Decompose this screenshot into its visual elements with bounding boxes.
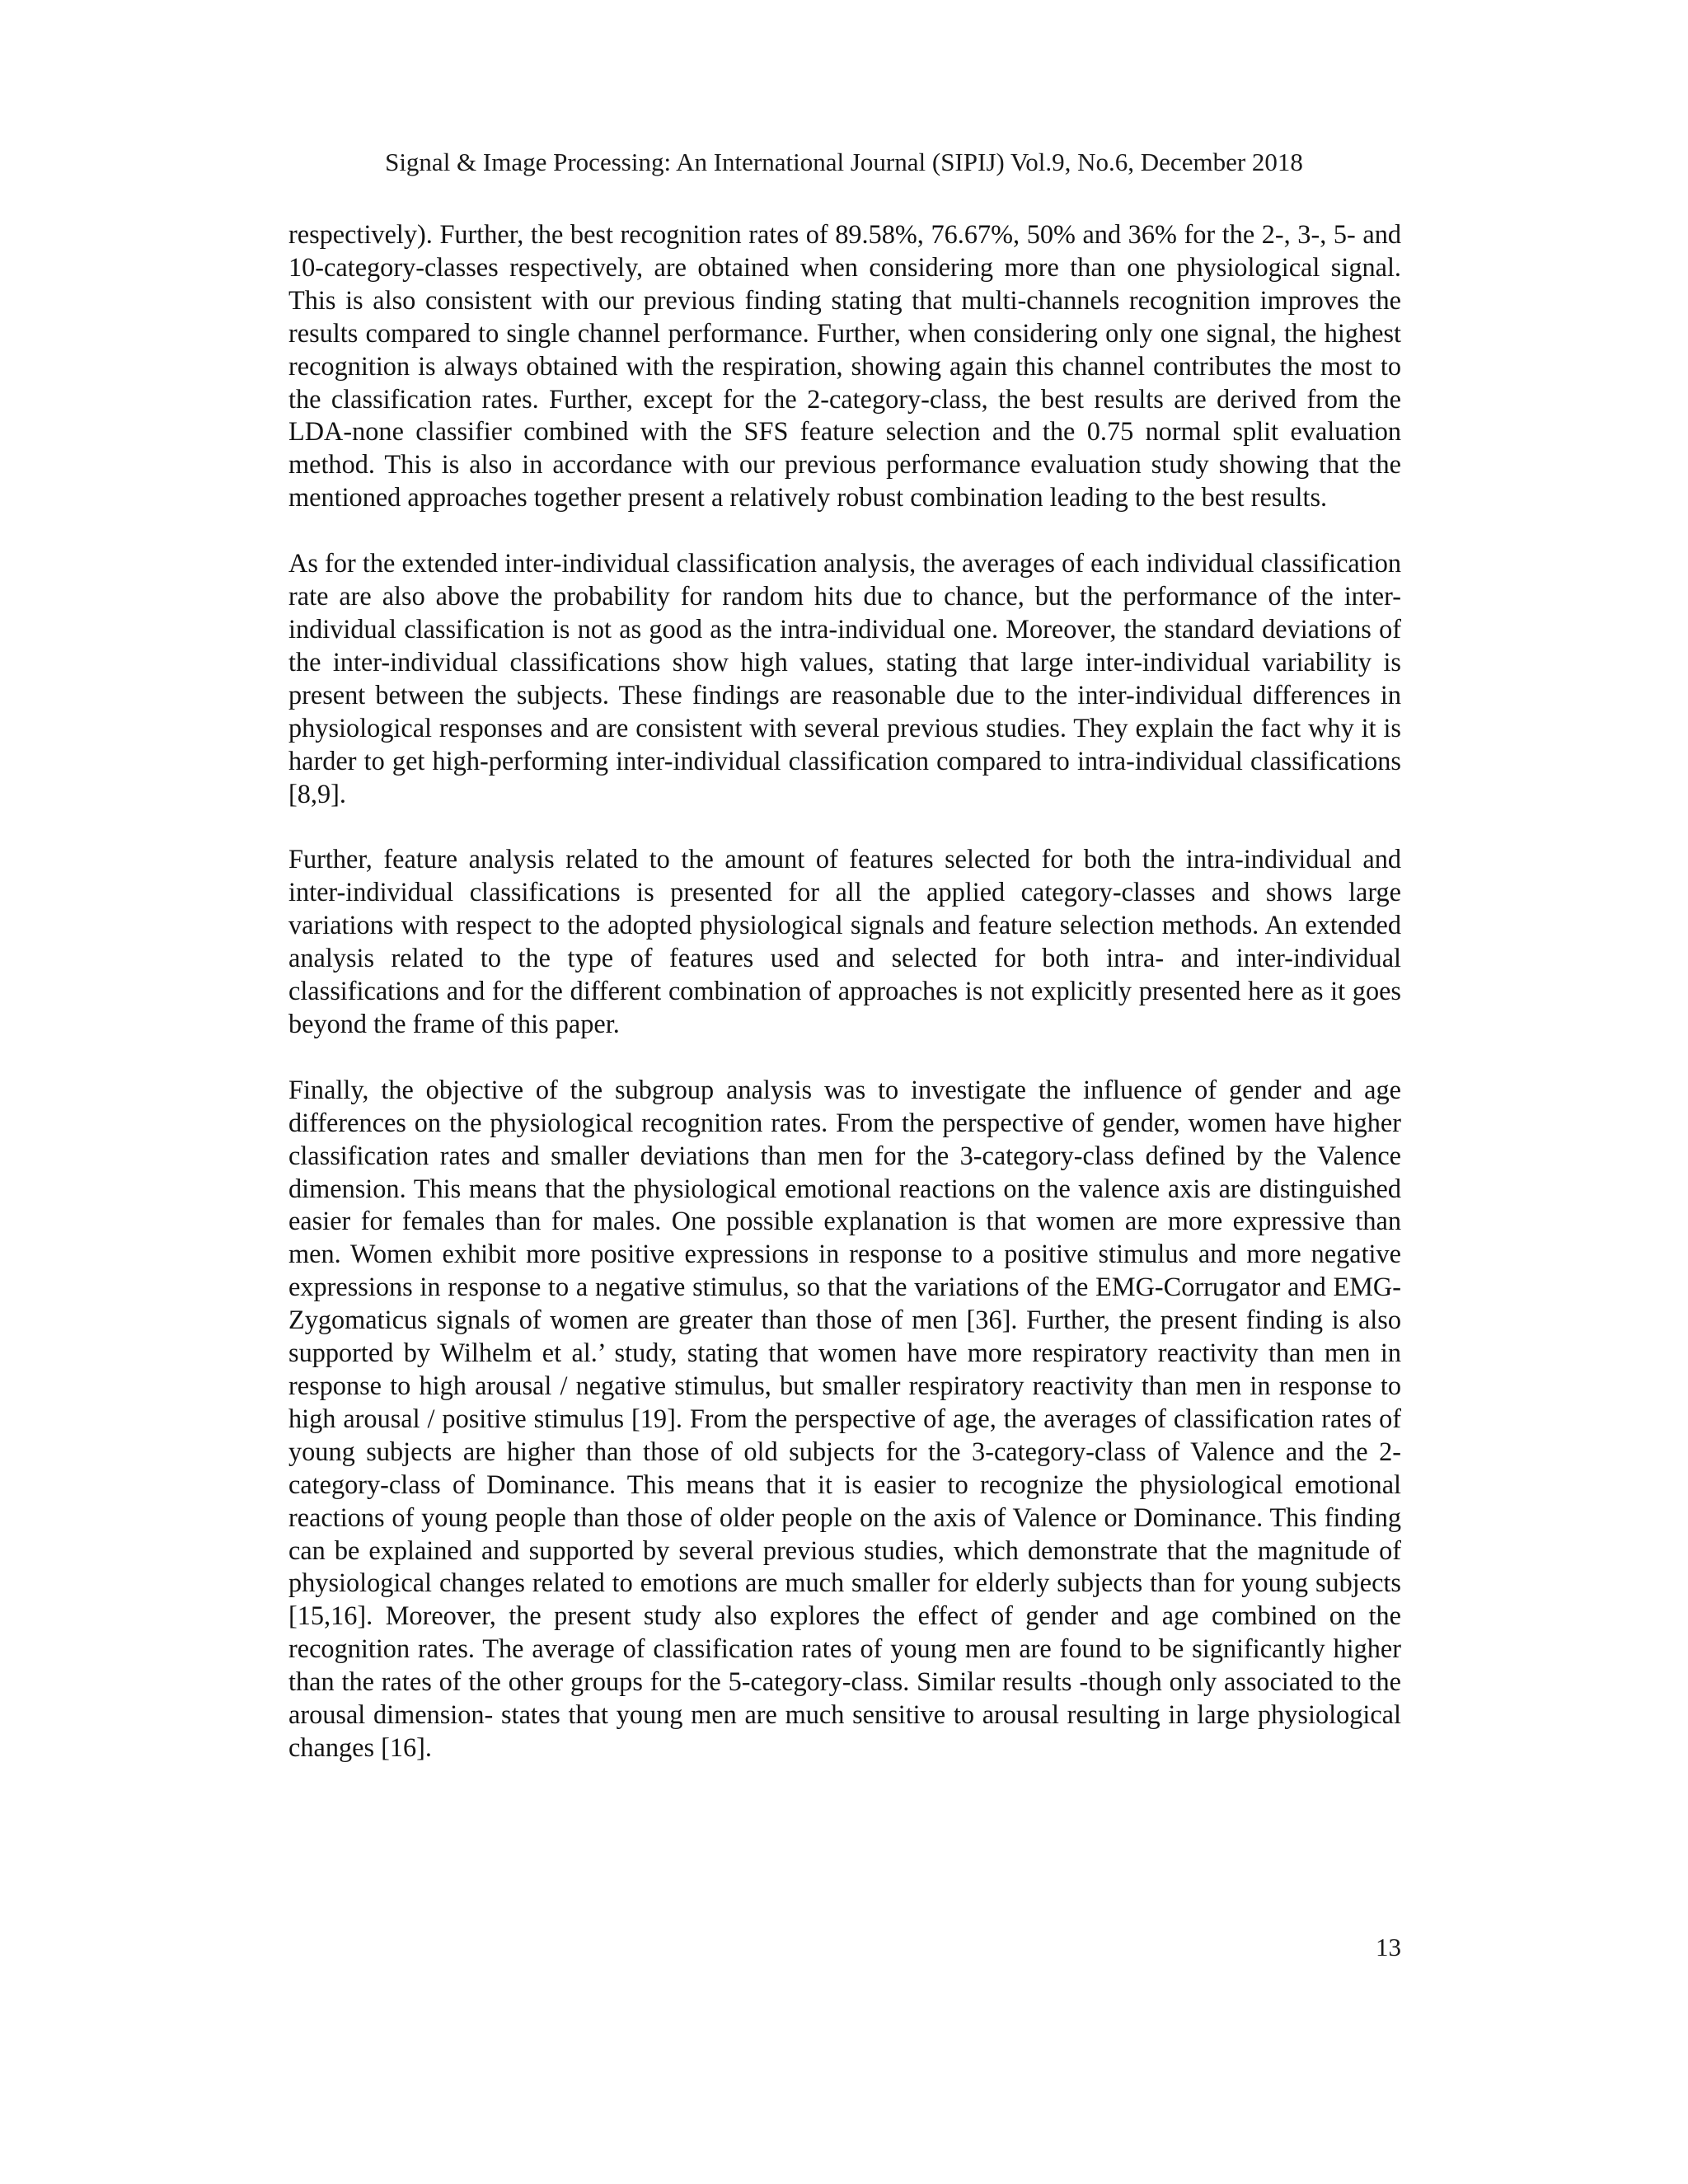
paragraph-inter-individual: As for the extended inter-individual classification analysis, the averages of each individual classification rate are also above the probability for random hits due to chance, but the performance of the inter-individual classification is not as good as the intra-individual one. Moreover, the standard deviations of the inter-individual classifications show high values, stating that large inter-individual variability is present between the subjects. These findings are reasonable due to the inter-individual differences in physiological responses and are consistent with several previous studies. They explain the fact why it is harder to get high-performing inter-individual classification compared to intra-individual classifications [8,9]. (288, 548, 1401, 808)
paragraph-results-summary: respectively). Further, the best recognition rates of 89.58%, 76.67%, 50% and 36% for the 2-, 3-, 5- and 10-category-classes respectively, are obtained when considering more than one physiological signal. This is also consistent with our previous finding stating that multi-channels recognition improves the results compared to single channel performance. Further, when considering only one signal, the highest recognition is always obtained with the respiration, showing again this channel contributes the most to the classification rates. Further, except for the 2-category-class, the best results are derived from the LDA-none classifier combined with the SFS feature selection and the 0.75 normal split evaluation method. This is also in accordance with our previous performance evaluation study showing that the mentioned approaches together present a relatively robust combination leading to the best results. (288, 219, 1401, 513)
page-number: 13 (1376, 1933, 1401, 1961)
paragraph-subgroup-analysis: Finally, the objective of the subgroup analysis was to investigate the influence of gender and age differences on the physiological recognition rates. From the perspective of gender, women have higher classification rates and smaller deviations than men for the 3-category-class defined by the Valence dimension. This means that the physiological emotional reactions on the valence axis are distinguished easier for females than for males. One possible explanation is that women are more expressive than men. Women exhibit more positive expressions in response to a positive stimulus and more negative expressions in response to a negative stimulus, so that the variations of the EMG-Corrugator and EMG-Zygomaticus signals of women are greater than those of men [36]. Further, the present finding is also supported by Wilhelm et al.’ study, stating that women have more respiratory reactivity than men in response to high arousal / negative stimulus, but smaller respiratory reactivity than men in response to high arousal / positive stimulus [19]. From the perspective of age, the averages of classification rates of young subjects are higher than those of old subjects for the 3-category-class of Valence and the 2-category-class of Dominance. This means that it is easier to recognize the physiological emotional reactions of young people than those of older people on the axis of Valence or Dominance. This finding can be explained and supported by several previous studies, which demonstrate that the magnitude of physiological changes related to emotions are much smaller for elderly subjects than for young subjects [15,16]. Moreover, the present study also explores the effect of gender and age combined on the recognition rates. The average of classification rates of young men are found to be significantly higher than the rates of the other groups for the 5-category-class. Similar results -though only associated to the arousal dimension- states that young men are much sensitive to arousal resulting in large physiological changes [16]. (288, 1074, 1401, 1762)
paragraph-feature-analysis: Further, feature analysis related to the amount of features selected for both the intra-individual and inter-individual classifications is presented for all the applied category-classes and shows large variations with respect to the adopted physiological signals and feature selection methods. An extended analysis related to the type of features used and selected for both intra- and inter-individual classifications and for the different combination of approaches is not explicitly presented here as it goes beyond the frame of this paper. (288, 844, 1401, 1038)
article-body (288, 218, 1401, 1765)
running-header: Signal & Image Processing: An International Journal (SIPIJ) Vol.9, No.6, December 2018 (385, 148, 1303, 176)
